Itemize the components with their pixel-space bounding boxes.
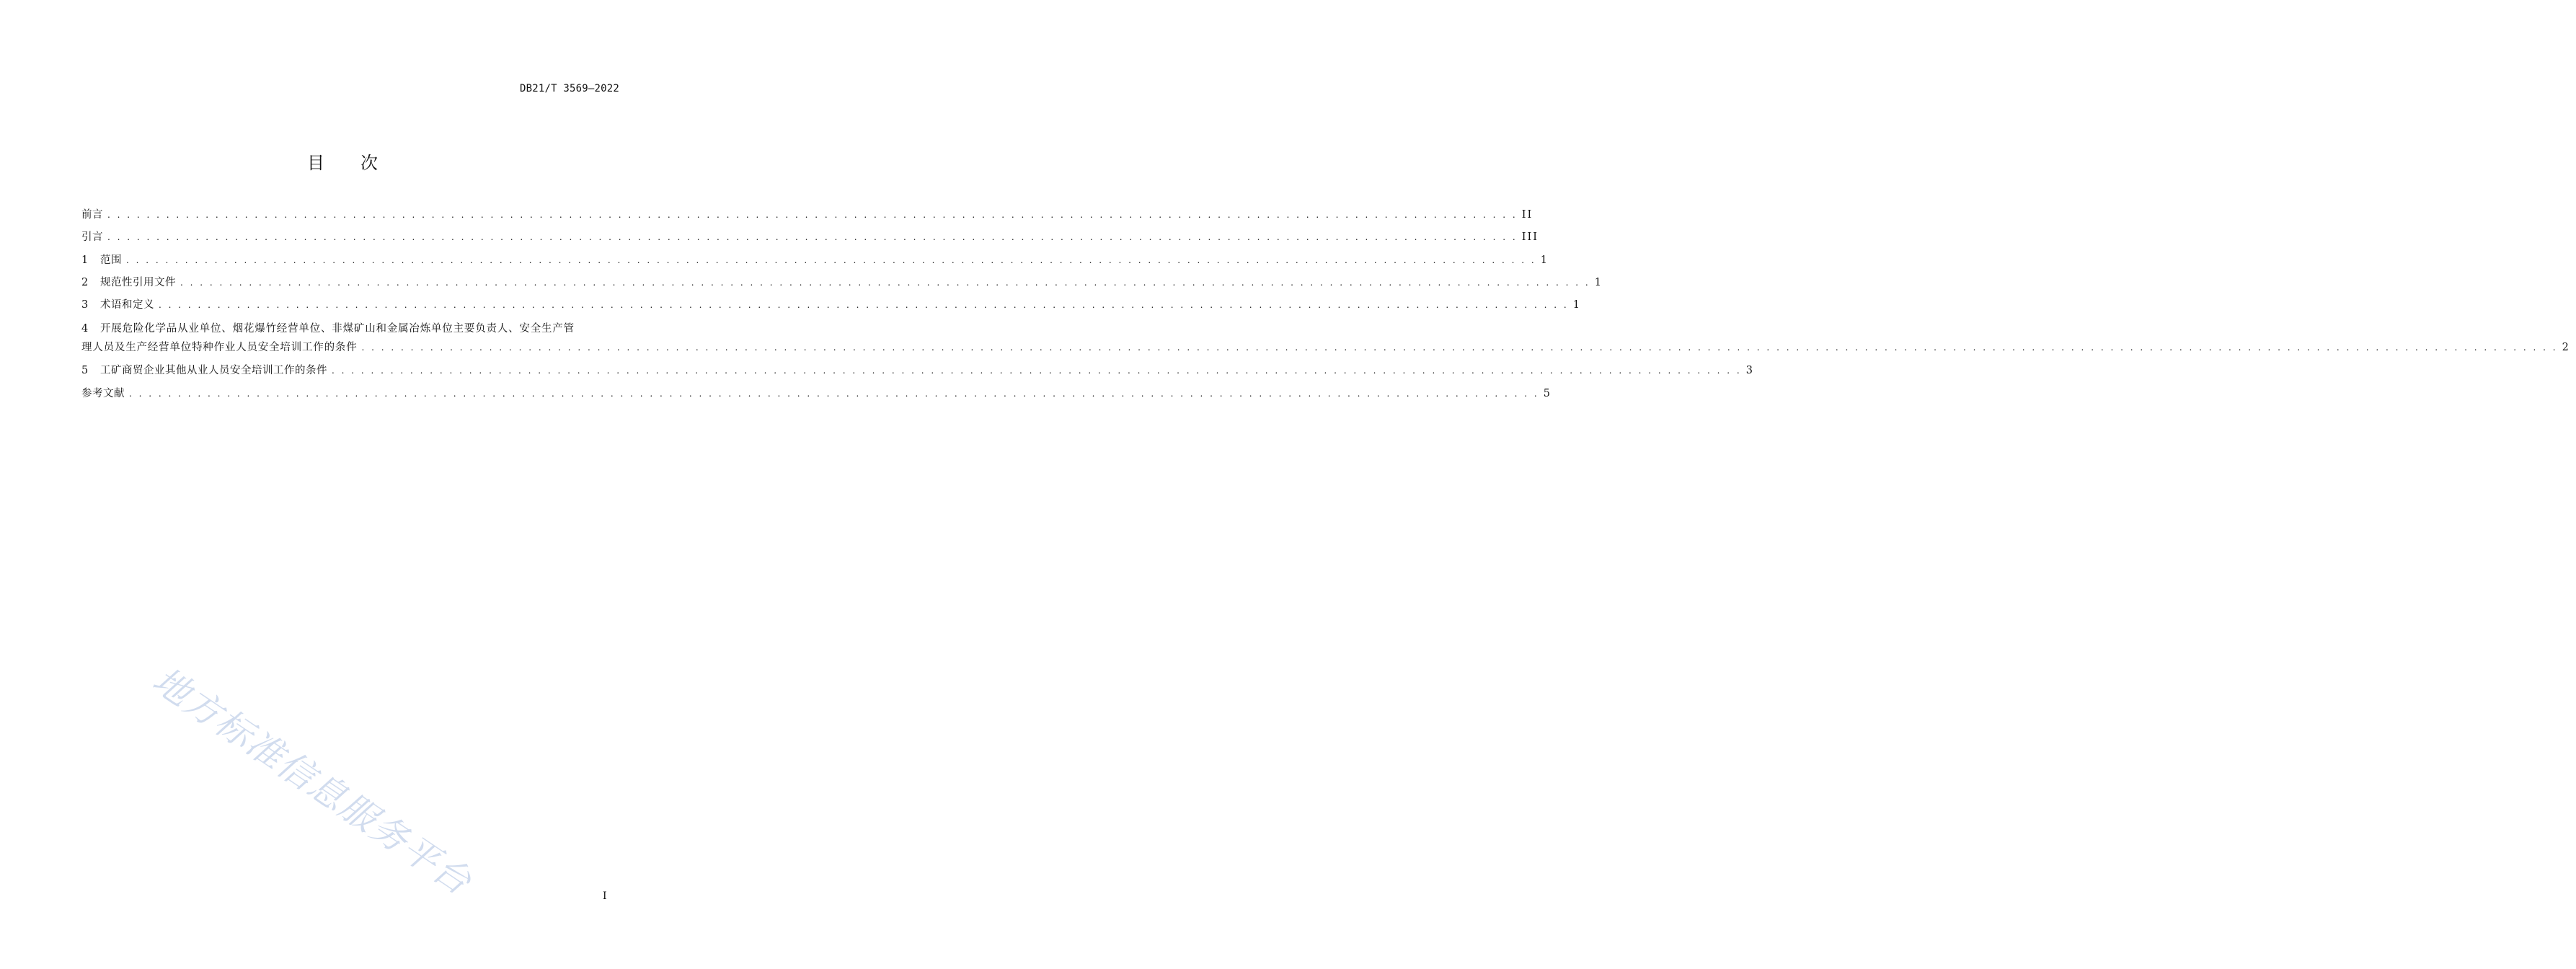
- toc-leader-dots: [332, 363, 1742, 379]
- toc-entry-label-line1: 开展危险化学品从业单位、烟花爆竹经营单位、非煤矿山和金属冶炼单位主要负责人、安全生产管: [100, 323, 575, 335]
- toc-entry-page: III: [1521, 231, 1539, 244]
- toc-entry-bibliography[interactable]: [81, 386, 1552, 408]
- toc-entry-number: 2: [81, 276, 89, 288]
- toc-entry-page: 2: [2562, 342, 2570, 354]
- toc-leader-dots: [126, 252, 1536, 268]
- toc-entry-label: 参考文献: [81, 387, 125, 399]
- table-of-contents: [81, 207, 2570, 408]
- toc-leader-dots: . . . . . . . . . . . . . . . . . . . . . . . . . . . . . . . . . . . . . . . . . . . . . . . . . . . . . . . . . . . . . . . . . . . . . . . . . . . . . . . . . . .: [362, 338, 2558, 357]
- toc-entry-number: 5: [81, 365, 89, 377]
- toc-entry-terms-definitions[interactable]: [81, 297, 1581, 319]
- watermark: 地方标准信息服务平台: [145, 659, 479, 903]
- toc-entry-page: 5: [1543, 387, 1552, 399]
- toc-entry-label: 前言: [81, 209, 103, 221]
- toc-leader-dots: [180, 275, 1590, 291]
- toc-entry-page: 1: [1572, 299, 1581, 311]
- toc-entry-label: 规范性引用文件: [100, 276, 176, 288]
- toc-entry-page: 1: [1540, 254, 1549, 266]
- toc-entry-label-line2: 理人员及生产经营单位特种作业人员安全培训工作的条件: [81, 342, 358, 354]
- toc-entry-label: 引言: [81, 231, 103, 244]
- toc-entry-foreword[interactable]: [81, 207, 1533, 229]
- toc-entry-section-4[interactable]: [81, 319, 2570, 357]
- toc-entry-page: II: [1521, 209, 1533, 221]
- toc-entry-label: 工矿商贸企业其他从业人员安全培训工作的条件: [100, 365, 327, 377]
- toc-leader-dots: [129, 386, 1539, 402]
- toc-leader-dots: [159, 297, 1569, 313]
- toc-entry-introduction[interactable]: [81, 229, 1539, 252]
- toc-entry-label: 术语和定义: [100, 299, 154, 311]
- toc-entry-scope[interactable]: [81, 252, 1549, 275]
- toc-entry-label: 范围: [100, 254, 122, 266]
- page-number: I: [603, 890, 607, 902]
- toc-entry-number: 4: [81, 323, 89, 335]
- page-title: 目次: [307, 153, 414, 173]
- document-code: DB21/T 3569—2022: [519, 83, 619, 94]
- toc-entry-number: 3: [81, 299, 89, 311]
- toc-entry-number: 1: [81, 254, 89, 266]
- toc-leader-dots: [107, 207, 1518, 223]
- toc-entry-page: 3: [1745, 365, 1754, 377]
- toc-entry-page: 1: [1594, 276, 1603, 288]
- toc-leader-dots: [107, 229, 1518, 245]
- toc-entry-section-5[interactable]: [81, 363, 1754, 385]
- toc-entry-normative-references[interactable]: [81, 275, 1603, 297]
